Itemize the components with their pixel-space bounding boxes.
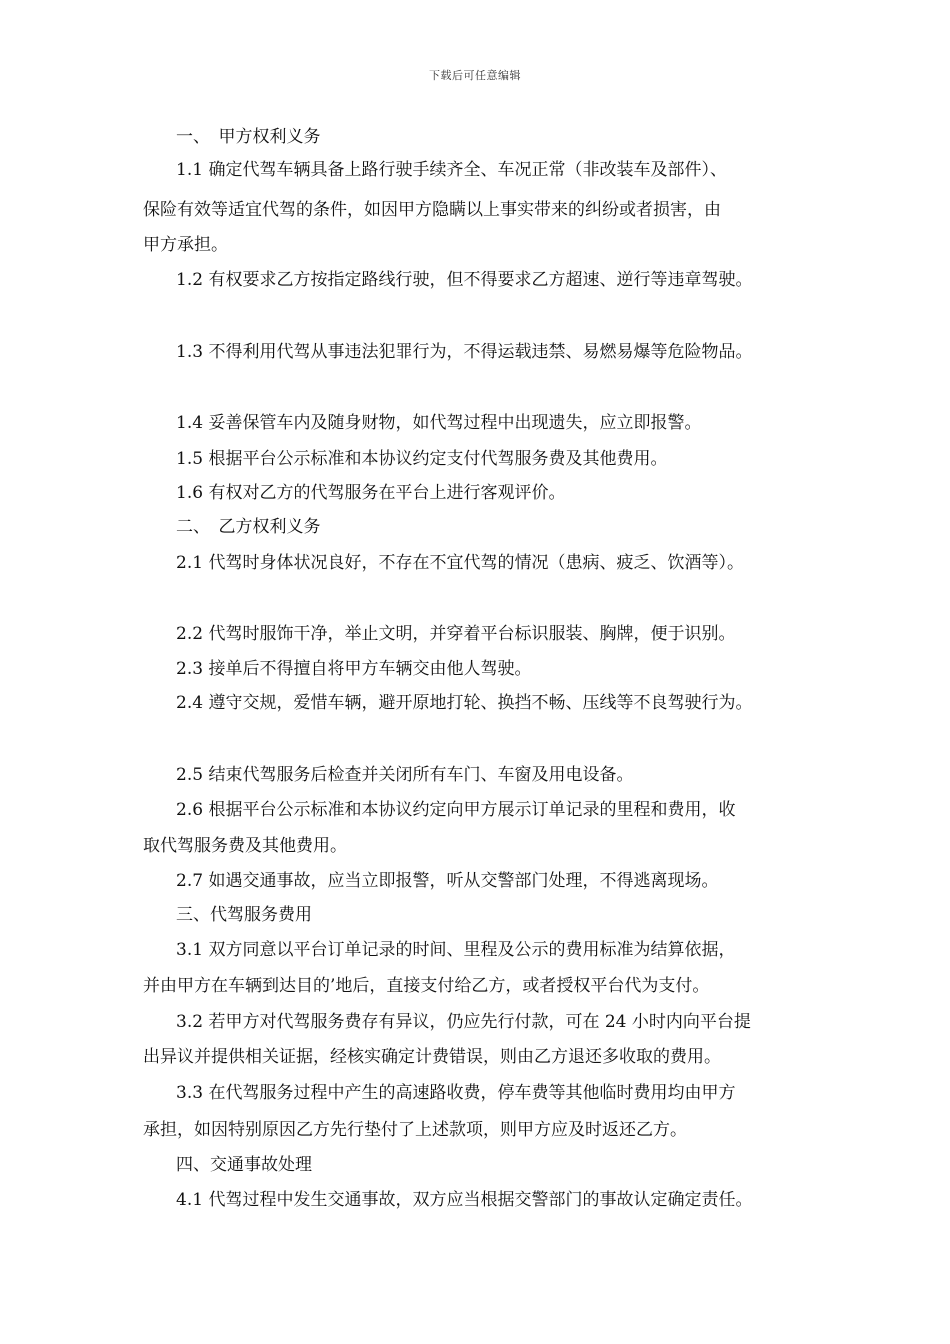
paragraph-4-1: 4.1 代驾过程中发生交通事故，双方应当根据交警部门的事故认定确定责任。 — [176, 1190, 753, 1210]
paragraph-2-4: 2.4 遵守交规，爱惜车辆，避开原地打轮、换挡不畅、压线等不良驾驶行为。 — [176, 693, 753, 713]
paragraph-2-7: 2.7 如遇交通事故，应当立即报警，听从交警部门处理，不得逃离现场。 — [176, 871, 719, 891]
paragraph-2-5: 2.5 结束代驾服务后检查并关闭所有车门、车窗及用电设备。 — [176, 765, 634, 785]
section-heading-accidents: 四、交通事故处理 — [176, 1155, 312, 1175]
paragraph-1-1-line-2: 保险有效等适宜代驾的条件，如因甲方隐瞒以上事实带来的纠纷或者损害，由 — [143, 200, 721, 220]
paragraph-3-1-line-2: 并由甲方在车辆到达目的’地后，直接支付给乙方，或者授权平台代为支付。 — [143, 976, 710, 996]
paragraph-3-2-line-1: 3.2 若甲方对代驾服务费存有异议，仍应先行付款，可在 24 小时内向平台提 — [176, 1012, 751, 1032]
paragraph-2-3: 2.3 接单后不得擅自将甲方车辆交由他人驾驶。 — [176, 659, 532, 679]
section-heading-party-b: 二、 乙方权利义务 — [176, 517, 321, 537]
paragraph-1-3: 1.3 不得利用代驾从事违法犯罪行为，不得运载违禁、易燃易爆等危险物品。 — [176, 342, 753, 362]
paragraph-2-6-line-1: 2.6 根据平台公示标准和本协议约定向甲方展示订单记录的里程和费用，收 — [176, 800, 736, 820]
paragraph-1-5: 1.5 根据平台公示标准和本协议约定支付代驾服务费及其他费用。 — [176, 449, 668, 469]
paragraph-1-4: 1.4 妥善保管车内及随身财物，如代驾过程中出现遗失，应立即报警。 — [176, 413, 702, 433]
page-header-watermark: 下载后可任意编辑 — [429, 69, 521, 82]
section-heading-fees: 三、代驾服务费用 — [176, 905, 312, 925]
paragraph-2-1: 2.1 代驾时身体状况良好，不存在不宜代驾的情况（患病、疲乏、饮酒等）。 — [176, 553, 744, 573]
section-heading-party-a: 一、 甲方权利义务 — [176, 127, 321, 147]
paragraph-3-3-line-1: 3.3 在代驾服务过程中产生的高速路收费，停车费等其他临时费用均由甲方 — [176, 1083, 736, 1103]
paragraph-3-2-line-2: 出异议并提供相关证据，经核实确定计费错误，则由乙方退还多收取的费用。 — [143, 1047, 721, 1067]
paragraph-1-1-line-3: 甲方承担。 — [143, 235, 228, 255]
paragraph-3-3-line-2: 承担，如因特别原因乙方先行垫付了上述款项，则甲方应及时返还乙方。 — [143, 1120, 687, 1140]
paragraph-1-1-line-1: 1.1 确定代驾车辆具备上路行驶手续齐全、车况正常（非改装车及部件）、 — [176, 160, 727, 180]
paragraph-2-2: 2.2 代驾时服饰干净，举止文明，并穿着平台标识服装、胸牌，便于识别。 — [176, 624, 736, 644]
paragraph-2-6-line-2: 取代驾服务费及其他费用。 — [143, 836, 347, 856]
paragraph-1-2: 1.2 有权要求乙方按指定路线行驶，但不得要求乙方超速、逆行等违章驾驶。 — [176, 270, 753, 290]
paragraph-3-1-line-1: 3.1 双方同意以平台订单记录的时间、里程及公示的费用标准为结算依据， — [176, 940, 736, 960]
paragraph-1-6: 1.6 有权对乙方的代驾服务在平台上进行客观评价。 — [176, 483, 566, 503]
